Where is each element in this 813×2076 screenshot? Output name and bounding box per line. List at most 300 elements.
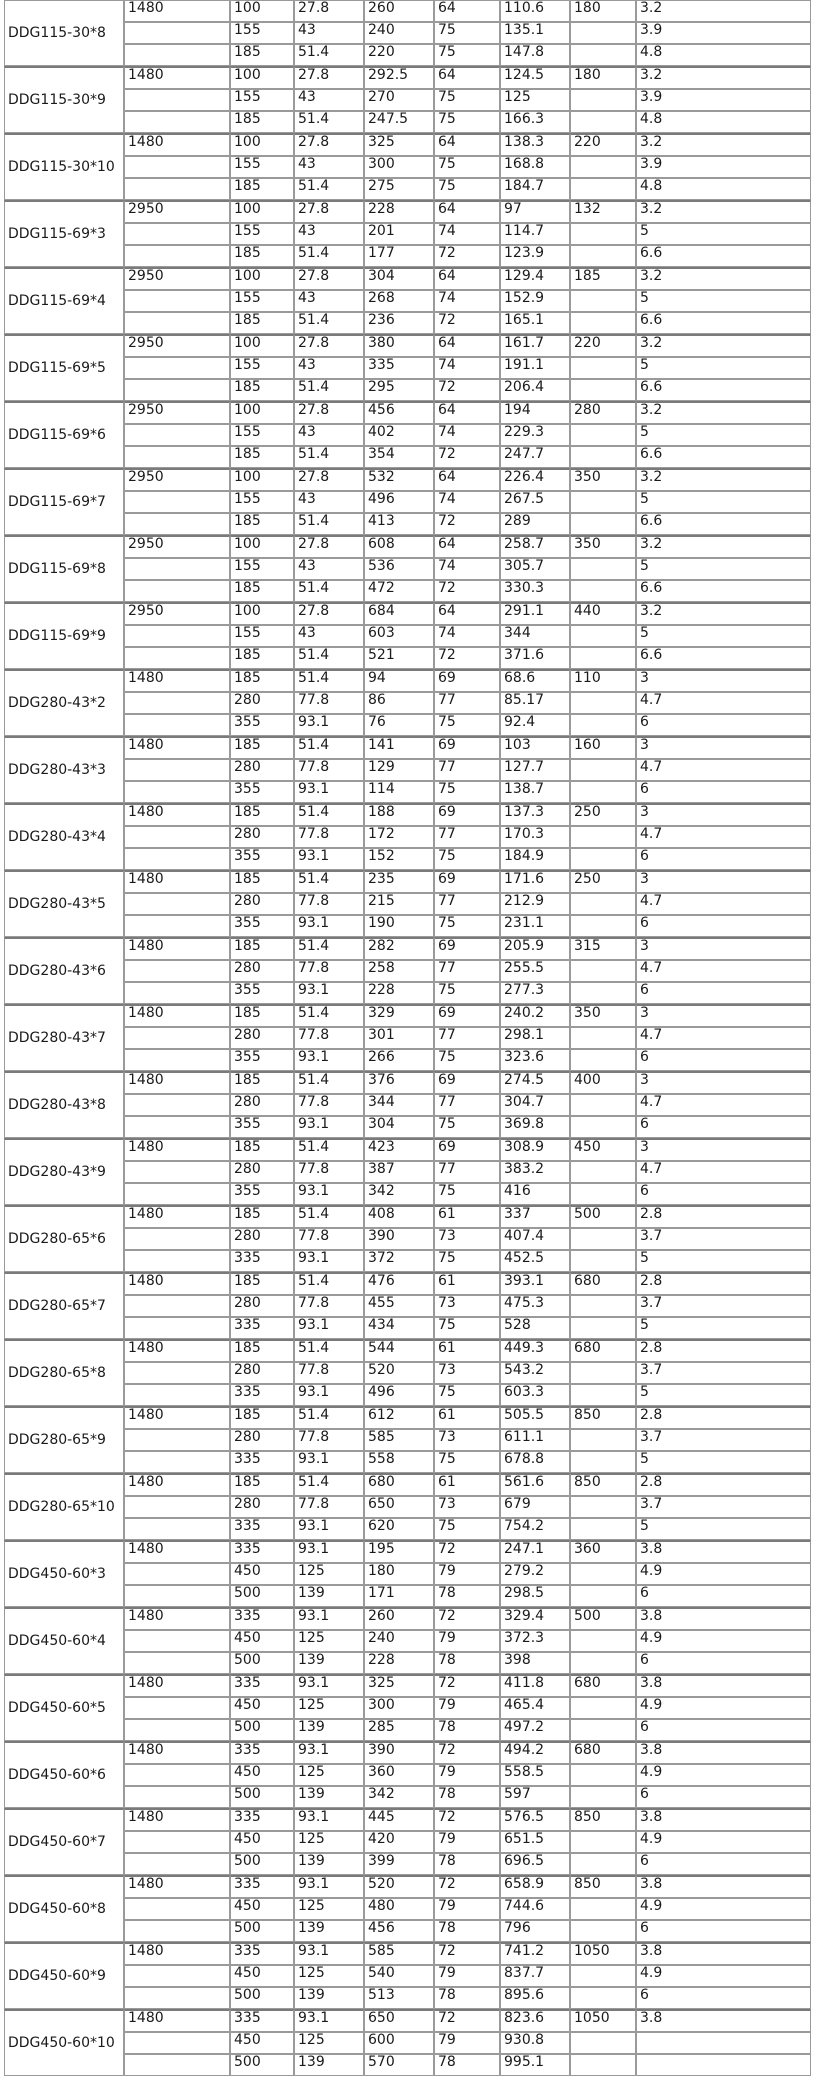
efficiency-cell: 79: [434, 1630, 500, 1652]
motor-power-cell: 185: [570, 267, 636, 290]
efficiency-cell: 72: [434, 1607, 500, 1630]
model-cell: DDG280-43*4: [4, 803, 124, 870]
efficiency-cell: 61: [434, 1205, 500, 1228]
efficiency-cell: 77: [434, 1094, 500, 1116]
flow-ls-cell: 93.1: [294, 1540, 364, 1563]
model-cell: DDG115-69*8: [4, 535, 124, 602]
shaft-power-cell: 796: [500, 1920, 570, 1942]
head-cell: 600: [364, 2032, 434, 2054]
npsh-cell: 3.9: [636, 156, 811, 178]
model-cell: DDG280-43*5: [4, 870, 124, 937]
flow-ls-cell: 93.1: [294, 1808, 364, 1831]
shaft-power-cell: 543.2: [500, 1362, 570, 1384]
shaft-power-cell: 576.5: [500, 1808, 570, 1831]
efficiency-cell: 69: [434, 1138, 500, 1161]
shaft-power-cell: 205.9: [500, 937, 570, 960]
table-row: [4, 1049, 811, 1071]
efficiency-cell: 75: [434, 1518, 500, 1540]
rpm-cell: 1480: [124, 870, 230, 893]
efficiency-cell: 75: [434, 781, 500, 803]
blank-cell: [124, 1295, 230, 1317]
npsh-cell: 4.8: [636, 111, 811, 133]
efficiency-cell: 72: [434, 1942, 500, 1965]
npsh-cell: 6: [636, 982, 811, 1004]
blank-cell: [570, 1161, 636, 1183]
blank-cell: [570, 1094, 636, 1116]
flow-ls-cell: 51.4: [294, 647, 364, 669]
efficiency-cell: 72: [434, 312, 500, 334]
efficiency-cell: 78: [434, 2054, 500, 2076]
shaft-power-cell: 603.3: [500, 1384, 570, 1406]
npsh-cell: 4.7: [636, 1027, 811, 1049]
blank-cell: [570, 1652, 636, 1674]
shaft-power-cell: 138.7: [500, 781, 570, 803]
npsh-cell: 3.7: [636, 1228, 811, 1250]
head-cell: 268: [364, 290, 434, 312]
flow-m3h-cell: 155: [230, 558, 294, 580]
table-row: [4, 156, 811, 178]
flow-m3h-cell: 280: [230, 1161, 294, 1183]
model-cell: DDG280-43*9: [4, 1138, 124, 1205]
table-row: [4, 1429, 811, 1451]
flow-ls-cell: 43: [294, 491, 364, 513]
flow-m3h-cell: 100: [230, 200, 294, 223]
blank-cell: [124, 1920, 230, 1942]
efficiency-cell: 79: [434, 1965, 500, 1987]
npsh-cell: 3: [636, 803, 811, 826]
npsh-cell: 2.8: [636, 1406, 811, 1429]
flow-ls-cell: 51.4: [294, 1473, 364, 1496]
flow-m3h-cell: 450: [230, 1831, 294, 1853]
npsh-cell: 6: [636, 1920, 811, 1942]
blank-cell: [124, 111, 230, 133]
head-cell: 228: [364, 1652, 434, 1674]
shaft-power-cell: 135.1: [500, 22, 570, 44]
flow-m3h-cell: 355: [230, 848, 294, 870]
flow-m3h-cell: 185: [230, 870, 294, 893]
blank-cell: [570, 1295, 636, 1317]
npsh-cell: 4.9: [636, 1697, 811, 1719]
npsh-cell: 4.7: [636, 759, 811, 781]
rpm-cell: 2950: [124, 535, 230, 558]
npsh-cell: 3: [636, 870, 811, 893]
shaft-power-cell: 494.2: [500, 1741, 570, 1764]
head-cell: 472: [364, 580, 434, 602]
model-cell: DDG280-43*6: [4, 937, 124, 1004]
table-row: [4, 1295, 811, 1317]
blank-cell: [570, 893, 636, 915]
rpm-cell: 1480: [124, 736, 230, 759]
npsh-cell: 3.7: [636, 1295, 811, 1317]
motor-power-cell: 1050: [570, 2009, 636, 2032]
shaft-power-cell: 247.7: [500, 446, 570, 468]
head-cell: 141: [364, 736, 434, 759]
motor-power-cell: 132: [570, 200, 636, 223]
efficiency-cell: 75: [434, 1049, 500, 1071]
flow-m3h-cell: 335: [230, 1384, 294, 1406]
flow-ls-cell: 27.8: [294, 468, 364, 491]
shaft-power-cell: 258.7: [500, 535, 570, 558]
rpm-cell: 1480: [124, 1272, 230, 1295]
npsh-cell: 3: [636, 1004, 811, 1027]
rpm-cell: 2950: [124, 401, 230, 424]
table-row: [4, 937, 811, 960]
shaft-power-cell: 416: [500, 1183, 570, 1205]
blank-cell: [124, 1652, 230, 1674]
table-row: [4, 714, 811, 736]
npsh-cell: 6: [636, 1049, 811, 1071]
blank-cell: [570, 848, 636, 870]
table-row: [4, 781, 811, 803]
table-row: [4, 379, 811, 401]
table-row: [4, 468, 811, 491]
flow-ls-cell: 77.8: [294, 1027, 364, 1049]
flow-m3h-cell: 500: [230, 1786, 294, 1808]
head-cell: 558: [364, 1451, 434, 1473]
shaft-power-cell: 85.17: [500, 692, 570, 714]
shaft-power-cell: 152.9: [500, 290, 570, 312]
model-cell: DDG280-65*8: [4, 1339, 124, 1406]
blank-cell: [124, 1987, 230, 2009]
motor-power-cell: 850: [570, 1406, 636, 1429]
npsh-cell: 3.8: [636, 1607, 811, 1630]
npsh-cell: 4.7: [636, 692, 811, 714]
shaft-power-cell: 837.7: [500, 1965, 570, 1987]
blank-cell: [124, 558, 230, 580]
flow-m3h-cell: 450: [230, 2032, 294, 2054]
flow-ls-cell: 93.1: [294, 1942, 364, 1965]
npsh-cell: 3: [636, 669, 811, 692]
table-row: [4, 893, 811, 915]
efficiency-cell: 72: [434, 513, 500, 535]
npsh-cell: 5: [636, 223, 811, 245]
npsh-cell: 4.9: [636, 1831, 811, 1853]
flow-ls-cell: 77.8: [294, 960, 364, 982]
npsh-cell: 3.7: [636, 1362, 811, 1384]
blank-cell: [124, 1563, 230, 1585]
blank-cell: [124, 1451, 230, 1473]
efficiency-cell: 64: [434, 133, 500, 156]
npsh-cell: 6: [636, 1183, 811, 1205]
flow-ls-cell: 93.1: [294, 1607, 364, 1630]
flow-ls-cell: 43: [294, 89, 364, 111]
npsh-cell: 4.9: [636, 1563, 811, 1585]
npsh-cell: 5: [636, 357, 811, 379]
npsh-cell: 3.9: [636, 89, 811, 111]
flow-m3h-cell: 185: [230, 669, 294, 692]
rpm-cell: 1480: [124, 1607, 230, 1630]
npsh-cell: 6.6: [636, 647, 811, 669]
table-row: [4, 1808, 811, 1831]
table-row: [4, 334, 811, 357]
npsh-cell: 3.8: [636, 1674, 811, 1697]
blank-cell: [570, 1027, 636, 1049]
shaft-power-cell: 127.7: [500, 759, 570, 781]
flow-m3h-cell: 185: [230, 1071, 294, 1094]
efficiency-cell: 75: [434, 44, 500, 66]
table-row: [4, 200, 811, 223]
flow-m3h-cell: 450: [230, 1630, 294, 1652]
table-row: [4, 178, 811, 200]
npsh-cell: 3.8: [636, 1808, 811, 1831]
shaft-power-cell: 930.8: [500, 2032, 570, 2054]
flow-ls-cell: 51.4: [294, 1138, 364, 1161]
rpm-cell: 2950: [124, 334, 230, 357]
table-row: [4, 223, 811, 245]
blank-cell: [124, 1429, 230, 1451]
shaft-power-cell: 291.1: [500, 602, 570, 625]
efficiency-cell: 73: [434, 1228, 500, 1250]
efficiency-cell: 72: [434, 1808, 500, 1831]
blank-cell: [124, 982, 230, 1004]
flow-ls-cell: 51.4: [294, 580, 364, 602]
shaft-power-cell: 337: [500, 1205, 570, 1228]
table-row: [4, 1540, 811, 1563]
blank-cell: [570, 245, 636, 267]
table-row: [4, 1518, 811, 1540]
blank-cell: [124, 759, 230, 781]
efficiency-cell: 78: [434, 1920, 500, 1942]
blank-cell: [570, 1429, 636, 1451]
efficiency-cell: 79: [434, 1764, 500, 1786]
table-row: [4, 357, 811, 379]
flow-m3h-cell: 280: [230, 692, 294, 714]
npsh-cell: 2.8: [636, 1205, 811, 1228]
blank-cell: [570, 982, 636, 1004]
flow-m3h-cell: 280: [230, 1429, 294, 1451]
flow-m3h-cell: 355: [230, 1049, 294, 1071]
flow-ls-cell: 93.1: [294, 2009, 364, 2032]
blank-cell: [124, 1518, 230, 1540]
table-row: [4, 1652, 811, 1674]
flow-ls-cell: 27.8: [294, 401, 364, 424]
npsh-cell: 3: [636, 1138, 811, 1161]
model-cell: DDG115-69*9: [4, 602, 124, 669]
efficiency-cell: 72: [434, 1875, 500, 1898]
table-row: [4, 0, 811, 22]
flow-ls-cell: 27.8: [294, 0, 364, 22]
blank-cell: [570, 647, 636, 669]
flow-m3h-cell: 335: [230, 1942, 294, 1965]
flow-m3h-cell: 335: [230, 1808, 294, 1831]
efficiency-cell: 75: [434, 111, 500, 133]
table-row: [4, 1764, 811, 1786]
model-cell: DDG115-69*5: [4, 334, 124, 401]
shaft-power-cell: 895.6: [500, 1987, 570, 2009]
shaft-power-cell: 344: [500, 625, 570, 647]
shaft-power-cell: 255.5: [500, 960, 570, 982]
model-cell: DDG450-60*4: [4, 1607, 124, 1674]
blank-cell: [570, 2054, 636, 2076]
table-row: [4, 558, 811, 580]
shaft-power-cell: 123.9: [500, 245, 570, 267]
npsh-cell: 4.9: [636, 1965, 811, 1987]
efficiency-cell: 61: [434, 1406, 500, 1429]
table-row: [4, 267, 811, 290]
flow-m3h-cell: 335: [230, 1518, 294, 1540]
shaft-power-cell: 308.9: [500, 1138, 570, 1161]
npsh-cell: [636, 2032, 811, 2054]
table-row: [4, 312, 811, 334]
head-cell: 544: [364, 1339, 434, 1362]
head-cell: 188: [364, 803, 434, 826]
table-row: [4, 1585, 811, 1607]
rpm-cell: 1480: [124, 1406, 230, 1429]
efficiency-cell: 74: [434, 491, 500, 513]
npsh-cell: 4.8: [636, 178, 811, 200]
flow-m3h-cell: 280: [230, 960, 294, 982]
head-cell: 266: [364, 1049, 434, 1071]
blank-cell: [570, 1250, 636, 1272]
blank-cell: [124, 223, 230, 245]
flow-ls-cell: 93.1: [294, 781, 364, 803]
model-cell: DDG280-65*9: [4, 1406, 124, 1473]
blank-cell: [124, 1630, 230, 1652]
flow-m3h-cell: 100: [230, 133, 294, 156]
shaft-power-cell: 138.3: [500, 133, 570, 156]
shaft-power-cell: 465.4: [500, 1697, 570, 1719]
head-cell: 399: [364, 1853, 434, 1875]
flow-m3h-cell: 185: [230, 1339, 294, 1362]
table-row: [4, 1228, 811, 1250]
flow-ls-cell: 77.8: [294, 1161, 364, 1183]
rpm-cell: 1480: [124, 1808, 230, 1831]
flow-m3h-cell: 185: [230, 312, 294, 334]
blank-cell: [570, 178, 636, 200]
shaft-power-cell: 372.3: [500, 1630, 570, 1652]
blank-cell: [124, 1362, 230, 1384]
blank-cell: [570, 22, 636, 44]
flow-m3h-cell: 100: [230, 0, 294, 22]
flow-ls-cell: 51.4: [294, 870, 364, 893]
motor-power-cell: 180: [570, 66, 636, 89]
shaft-power-cell: 166.3: [500, 111, 570, 133]
rpm-cell: 2950: [124, 200, 230, 223]
flow-m3h-cell: 335: [230, 1607, 294, 1630]
head-cell: 236: [364, 312, 434, 334]
flow-m3h-cell: 100: [230, 468, 294, 491]
motor-power-cell: 450: [570, 1138, 636, 1161]
flow-m3h-cell: 335: [230, 1540, 294, 1563]
blank-cell: [124, 781, 230, 803]
blank-cell: [124, 89, 230, 111]
efficiency-cell: 64: [434, 468, 500, 491]
efficiency-cell: 72: [434, 2009, 500, 2032]
blank-cell: [570, 1585, 636, 1607]
head-cell: 520: [364, 1875, 434, 1898]
flow-ls-cell: 93.1: [294, 1384, 364, 1406]
flow-ls-cell: 27.8: [294, 133, 364, 156]
flow-ls-cell: 93.1: [294, 1518, 364, 1540]
table-row: [4, 1004, 811, 1027]
rpm-cell: 1480: [124, 937, 230, 960]
npsh-cell: 6: [636, 848, 811, 870]
flow-ls-cell: 139: [294, 1652, 364, 1674]
rpm-cell: 2950: [124, 267, 230, 290]
flow-ls-cell: 93.1: [294, 982, 364, 1004]
blank-cell: [570, 625, 636, 647]
flow-m3h-cell: 500: [230, 1585, 294, 1607]
efficiency-cell: 74: [434, 424, 500, 446]
motor-power-cell: 250: [570, 870, 636, 893]
model-cell: DDG450-60*5: [4, 1674, 124, 1741]
efficiency-cell: 72: [434, 446, 500, 468]
model-cell: DDG115-30*9: [4, 66, 124, 133]
motor-power-cell: 440: [570, 602, 636, 625]
blank-cell: [124, 1831, 230, 1853]
shaft-power-cell: 298.1: [500, 1027, 570, 1049]
npsh-cell: 6: [636, 1853, 811, 1875]
motor-power-cell: 220: [570, 334, 636, 357]
shaft-power-cell: 103: [500, 736, 570, 759]
rpm-cell: 1480: [124, 1540, 230, 1563]
table-row: [4, 982, 811, 1004]
blank-cell: [124, 1049, 230, 1071]
blank-cell: [124, 424, 230, 446]
table-row: [4, 1272, 811, 1295]
head-cell: 228: [364, 200, 434, 223]
flow-m3h-cell: 100: [230, 334, 294, 357]
head-cell: 295: [364, 379, 434, 401]
blank-cell: [124, 1898, 230, 1920]
model-cell: DDG115-30*8: [4, 0, 124, 66]
head-cell: 240: [364, 22, 434, 44]
model-cell: DDG450-60*8: [4, 1875, 124, 1942]
head-cell: 215: [364, 893, 434, 915]
shaft-power-cell: 165.1: [500, 312, 570, 334]
shaft-power-cell: 679: [500, 1496, 570, 1518]
efficiency-cell: 64: [434, 0, 500, 22]
blank-cell: [124, 1116, 230, 1138]
flow-ls-cell: 139: [294, 1920, 364, 1942]
flow-m3h-cell: 185: [230, 937, 294, 960]
efficiency-cell: 64: [434, 535, 500, 558]
flow-m3h-cell: 500: [230, 1920, 294, 1942]
flow-ls-cell: 77.8: [294, 759, 364, 781]
efficiency-cell: 64: [434, 334, 500, 357]
npsh-cell: 3.7: [636, 1429, 811, 1451]
table-row: [4, 2032, 811, 2054]
shaft-power-cell: 92.4: [500, 714, 570, 736]
head-cell: 329: [364, 1004, 434, 1027]
flow-m3h-cell: 185: [230, 1473, 294, 1496]
flow-ls-cell: 139: [294, 1853, 364, 1875]
npsh-cell: 5: [636, 491, 811, 513]
npsh-cell: 6: [636, 714, 811, 736]
npsh-cell: 6.6: [636, 513, 811, 535]
table-row: [4, 1183, 811, 1205]
flow-m3h-cell: 155: [230, 22, 294, 44]
efficiency-cell: 64: [434, 602, 500, 625]
flow-ls-cell: 51.4: [294, 669, 364, 692]
head-cell: 172: [364, 826, 434, 848]
npsh-cell: 3.2: [636, 66, 811, 89]
flow-ls-cell: 125: [294, 2032, 364, 2054]
head-cell: 180: [364, 1563, 434, 1585]
flow-ls-cell: 77.8: [294, 1295, 364, 1317]
shaft-power-cell: 229.3: [500, 424, 570, 446]
flow-ls-cell: 93.1: [294, 1250, 364, 1272]
flow-m3h-cell: 185: [230, 111, 294, 133]
efficiency-cell: 78: [434, 1987, 500, 2009]
table-row: [4, 1317, 811, 1339]
efficiency-cell: 73: [434, 1362, 500, 1384]
blank-cell: [124, 848, 230, 870]
efficiency-cell: 69: [434, 1071, 500, 1094]
efficiency-cell: 64: [434, 401, 500, 424]
motor-power-cell: 250: [570, 803, 636, 826]
blank-cell: [570, 1451, 636, 1473]
